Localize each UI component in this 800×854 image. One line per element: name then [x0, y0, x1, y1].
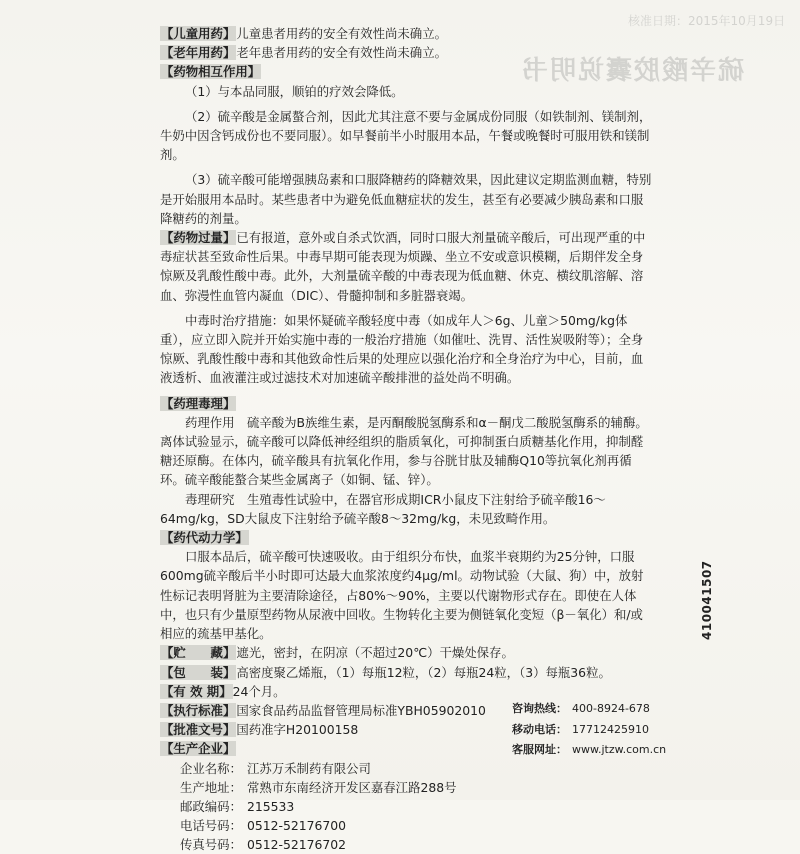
- manufacturer-name-row: [160, 759, 652, 778]
- field-value: 400-8924-678: [572, 702, 650, 715]
- pharmacokinetics-text: 口服本品后，硫辛酸可快速吸收。由于组织分布快，血浆半衰期约为25分钟，口服600mg硫辛酸后半小时即可达最大血浆浓度约4μg/ml。动物试验（大鼠、狗）中，放射性标记表明肾脏为主要清除途径，占80%～90%，主要以代谢物形式存在。即使在人体中，也只有少量原型药物从尿液中回收。生物转化主要为侧链氧化变短（β－氧化）和/或相应的巯基甲基化。: [160, 549, 644, 642]
- field-key: 客服网址：: [512, 743, 567, 756]
- section-text: 24个月。: [232, 683, 286, 699]
- section-text: 国家食品药品监督管理局标准YBH05902010: [236, 702, 486, 718]
- section-text: 遮光，密封，在阴凉（不超过20℃）干燥处保存。: [236, 645, 514, 661]
- customer-service-block: [512, 699, 666, 761]
- batch-code: 410041507: [700, 560, 714, 640]
- field-key: 移动电话：: [512, 722, 567, 736]
- section-label: 【生产企业】: [161, 741, 236, 757]
- section-label: 【批准文号】: [161, 722, 236, 738]
- mobile-row: [512, 720, 666, 741]
- section-label: 【有 效 期】: [161, 683, 232, 699]
- field-key: 传真号码：: [180, 837, 242, 853]
- manufacturer-fax-row: [160, 835, 652, 854]
- section-label: 【贮 藏】: [161, 645, 236, 661]
- interaction-item-2: （2）硫辛酸是金属螯合剂，因此尤其注意不要与金属成份同服（如铁制剂、镁制剂，牛奶中因含钙成份也不要同服）。如早餐前半小时服用本品，午餐或晚餐时可服用铁和镁制剂。: [160, 108, 652, 163]
- section-storage: [160, 643, 652, 662]
- section-label: 【药物相互作用】: [161, 64, 261, 80]
- section-pharmacokinetics-heading: [160, 528, 652, 547]
- show-through-date: 核准日期：2015年10月19日: [628, 14, 786, 28]
- field-value: 17712425910: [572, 722, 649, 736]
- field-value: 215533: [247, 798, 295, 814]
- field-key: 邮政编码：: [180, 798, 242, 814]
- toxicology-study: 毒理研究 生殖毒性试验中，在器官形成期ICR小鼠皮下注射给予硫辛酸16～64mg/kg，SD大鼠皮下注射给予硫辛酸8～32mg/kg，未见致畸作用。: [160, 491, 606, 526]
- field-key: 咨询热线：: [512, 702, 567, 715]
- section-text: 已有报道，意外或自杀式饮酒，同时口服大剂量硫辛酸后，可出现严重的中毒症状甚至致命性后果。中毒早期可能表现为烦躁、坐立不安或意识模糊，后期伴发全身惊厥及乳酸性酸中毒。此外，大剂量硫辛酸的中毒表现为低血糖、休克、横纹肌溶解、溶血、弥漫性血管内凝血（DIC）、骨髓抑制和多脏器衰竭。: [160, 230, 646, 303]
- section-label: 【包 装】: [161, 664, 236, 680]
- section-label: 【药物过量】: [161, 230, 236, 246]
- section-package: [160, 663, 652, 682]
- interaction-item-1: （1）与本品同服，顺铂的疗效会降低。: [185, 83, 404, 99]
- section-text: 国药准字H20100158: [236, 722, 359, 738]
- hotline-row: [512, 699, 666, 720]
- manufacturer-tel-row: [160, 816, 652, 835]
- section-interactions-heading: [160, 62, 652, 81]
- overdose-treatment: 中毒时治疗措施：如果怀疑硫辛酸轻度中毒（如成年人＞6g、儿童＞50mg/kg体重），应立即入院并开始实施中毒的一般治疗措施（如催吐、洗胃、活性炭吸附等）；全身惊厥、乳酸性酸中毒和其他致命性后果的处理应以强化治疗和全身治疗为中心，目前，血液透析、血液灌注或过滤技术对加速硫辛酸排泄的益处尚不明确。: [160, 312, 644, 386]
- section-overdose: [160, 228, 652, 305]
- section-pediatric: [160, 24, 652, 43]
- field-value: 江苏万禾制药有限公司: [247, 760, 371, 776]
- field-key: 企业名称：: [180, 760, 242, 776]
- field-value: 0512-52176702: [247, 837, 347, 853]
- section-label: 【执行标准】: [161, 702, 236, 718]
- section-label: 【儿童用药】: [161, 26, 236, 41]
- section-pharmacology-heading: [160, 394, 652, 413]
- field-value: 常熟市东南经济开发区嘉春江路288号: [247, 779, 457, 795]
- field-value: www.jtzw.com.cn: [572, 743, 667, 756]
- section-geriatric: [160, 43, 652, 62]
- section-text: 高密度聚乙烯瓶，（1）每瓶12粒，（2）每瓶24粒，（3）每瓶36粒。: [236, 664, 611, 680]
- section-label: 【老年用药】: [161, 45, 236, 61]
- field-key: 电话号码：: [180, 818, 242, 834]
- field-key: 生产地址：: [180, 779, 242, 795]
- interaction-item-3: （3）硫辛酸可能增强胰岛素和口服降糖药的降糖效果，因此建议定期监测血糖，特别是开始服用本品时。某些患者中为避免低血糖症状的发生，甚至有必要减少胰岛素和口服降糖药的剂量。: [160, 172, 652, 226]
- show-through-title: 硫辛酸胶囊说明书: [520, 56, 745, 86]
- manufacturer-address-row: [160, 778, 652, 797]
- section-text: 儿童患者用药的安全有效性尚未确立。: [236, 26, 447, 41]
- section-label: 【药理毒理】: [161, 395, 236, 411]
- website-row: [512, 740, 666, 761]
- section-text: 老年患者用药的安全有效性尚未确立。: [236, 45, 447, 61]
- section-label: 【药代动力学】: [161, 530, 248, 546]
- pharmacology-action: 药理作用 硫辛酸为B族维生素，是丙酮酸脱氢酶系和α－酮戊二酸脱氢酶系的辅酶。离体试验显示，硫辛酸可以降低神经组织的脂质氧化，可抑制蛋白质糖基化作用，抑制醛糖还原酶。在体内，硫辛酸具有抗氧化作用，参与谷胱甘肽及辅酶Q10等抗氧化剂再循环。硫辛酸能螯合某些金属离子（如铜、锰、锌）。: [160, 414, 648, 488]
- field-value: 0512-52176700: [247, 818, 347, 834]
